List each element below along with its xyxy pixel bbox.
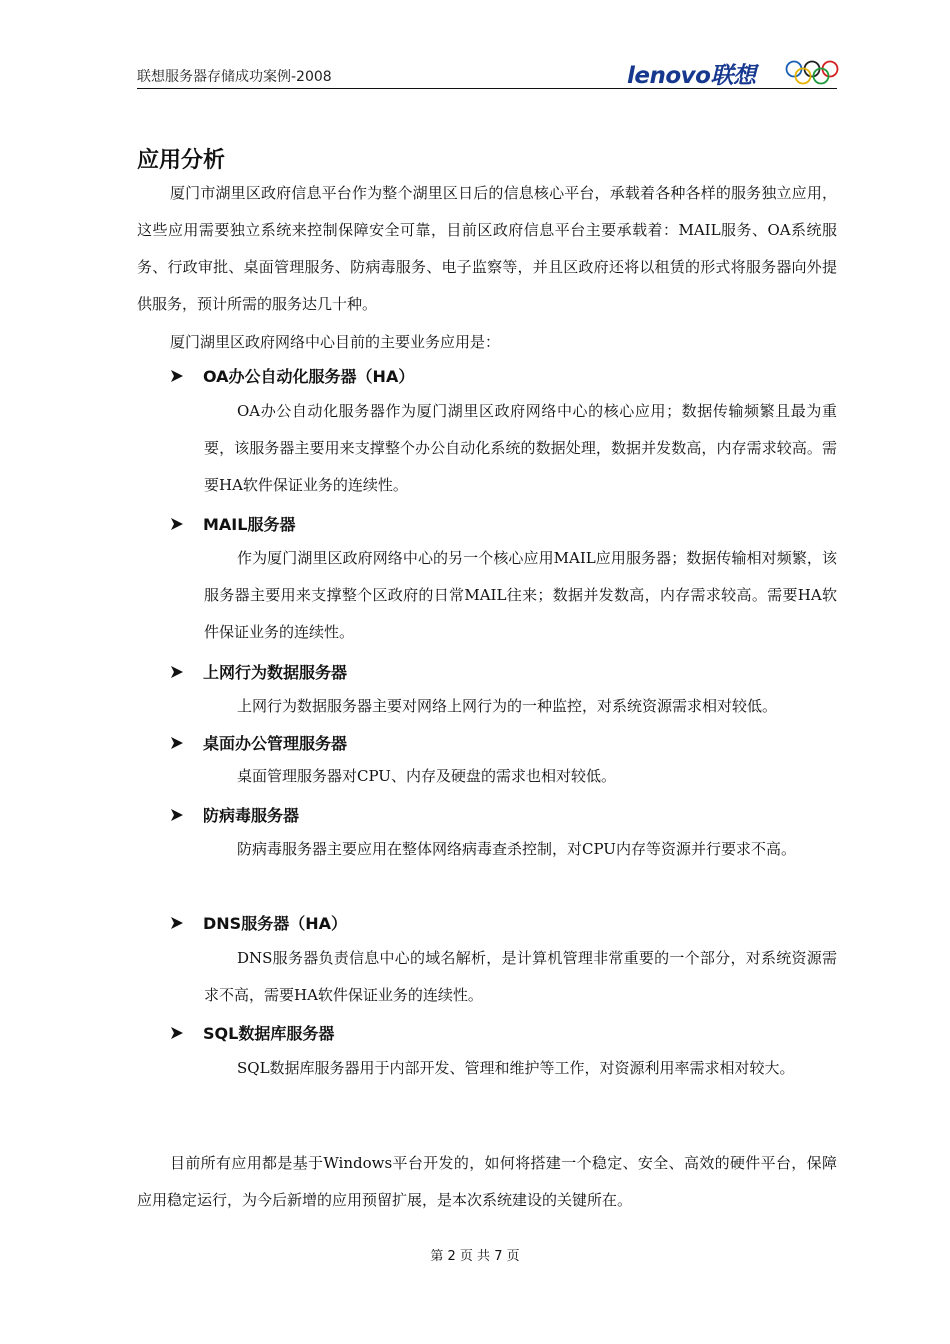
arrow-bullet-icon — [170, 517, 184, 531]
service-item — [170, 1021, 334, 1044]
service-item — [170, 660, 347, 683]
header-divider — [137, 88, 837, 89]
service-description: DNS服务器负责信息中心的域名解析，是计算机管理非常重要的一个部分，对系统资源需求不高，需要HA软件保证业务的连续性。 — [204, 949, 837, 1004]
service-description: 上网行为数据服务器主要对网络上网行为的一种监控，对系统资源需求相对较低。 — [237, 697, 778, 715]
service-item — [170, 803, 299, 826]
service-item — [170, 911, 347, 934]
header-title: 联想服务器存储成功案例-2008 — [137, 69, 332, 85]
service-item — [170, 512, 295, 535]
arrow-bullet-icon — [170, 808, 184, 822]
service-name: DNS服务器（HA） — [203, 914, 347, 933]
intro-line: 厦门湖里区政府网络中心目前的主要业务应用是： — [170, 333, 501, 351]
arrow-bullet-icon — [170, 1026, 184, 1040]
service-description: OA办公自动化服务器作为厦门湖里区政府网络中心的核心应用；数据传输频繁且最为重要，该服务器主要用来支撑整个办公自动化系统的数据处理，数据并发数高，内存需求较高。需要HA软件保证业务的连续性。 — [204, 402, 837, 494]
arrow-bullet-icon — [170, 665, 184, 679]
service-description: SQL数据库服务器用于内部开发、管理和维护等工作，对资源利用率需求相对较大。 — [237, 1059, 795, 1077]
lenovo-logo — [627, 57, 842, 87]
service-description: 防病毒服务器主要应用在整体网络病毒查杀控制，对CPU内存等资源并行要求不高。 — [237, 840, 796, 858]
arrow-bullet-icon — [170, 916, 184, 930]
arrow-bullet-icon — [170, 369, 184, 383]
olympic-rings-icon — [785, 60, 841, 86]
conclusion-paragraph: 目前所有应用都是基于Windows平台开发的，如何将搭建一个稳定、安全、高效的硬件平台，保障应用稳定运行，为今后新增的应用预留扩展，是本次系统建设的关键所在。 — [137, 1154, 837, 1209]
service-description: 作为厦门湖里区政府网络中心的另一个核心应用MAIL应用服务器；数据传输相对频繁，该服务器主要用来支撑整个区政府的日常MAIL往来；数据并发数高，内存需求较高。需要HA软件保证业务的连续性。 — [204, 549, 837, 641]
logo-text: lenovo联想 — [627, 63, 756, 89]
service-description: 桌面管理服务器对CPU、内存及硬盘的需求也相对较低。 — [237, 767, 616, 785]
arrow-bullet-icon — [170, 736, 184, 750]
section-title: 应用分析 — [137, 148, 226, 173]
service-item — [170, 731, 347, 754]
service-name: OA办公自动化服务器（HA） — [203, 367, 415, 386]
service-name: 上网行为数据服务器 — [203, 663, 348, 682]
page-footer: 第 2 页 共 7 页 — [430, 1249, 520, 1264]
service-name: SQL数据库服务器 — [203, 1024, 335, 1043]
service-item — [170, 364, 414, 387]
service-name: 桌面办公管理服务器 — [203, 734, 348, 753]
service-name: MAIL服务器 — [203, 515, 296, 534]
intro-paragraph: 厦门市湖里区政府信息平台作为整个湖里区日后的信息核心平台，承载着各种各样的服务独立应用，这些应用需要独立系统来控制保障安全可靠，目前区政府信息平台主要承载着：MAIL服务、OA系统服务、行政审批、桌面管理服务、防病毒服务、电子监察等，并且区政府还将以租赁的形式将服务器向外提供服务，预计所需的服务达几十种。 — [137, 184, 837, 313]
service-name: 防病毒服务器 — [203, 806, 300, 825]
